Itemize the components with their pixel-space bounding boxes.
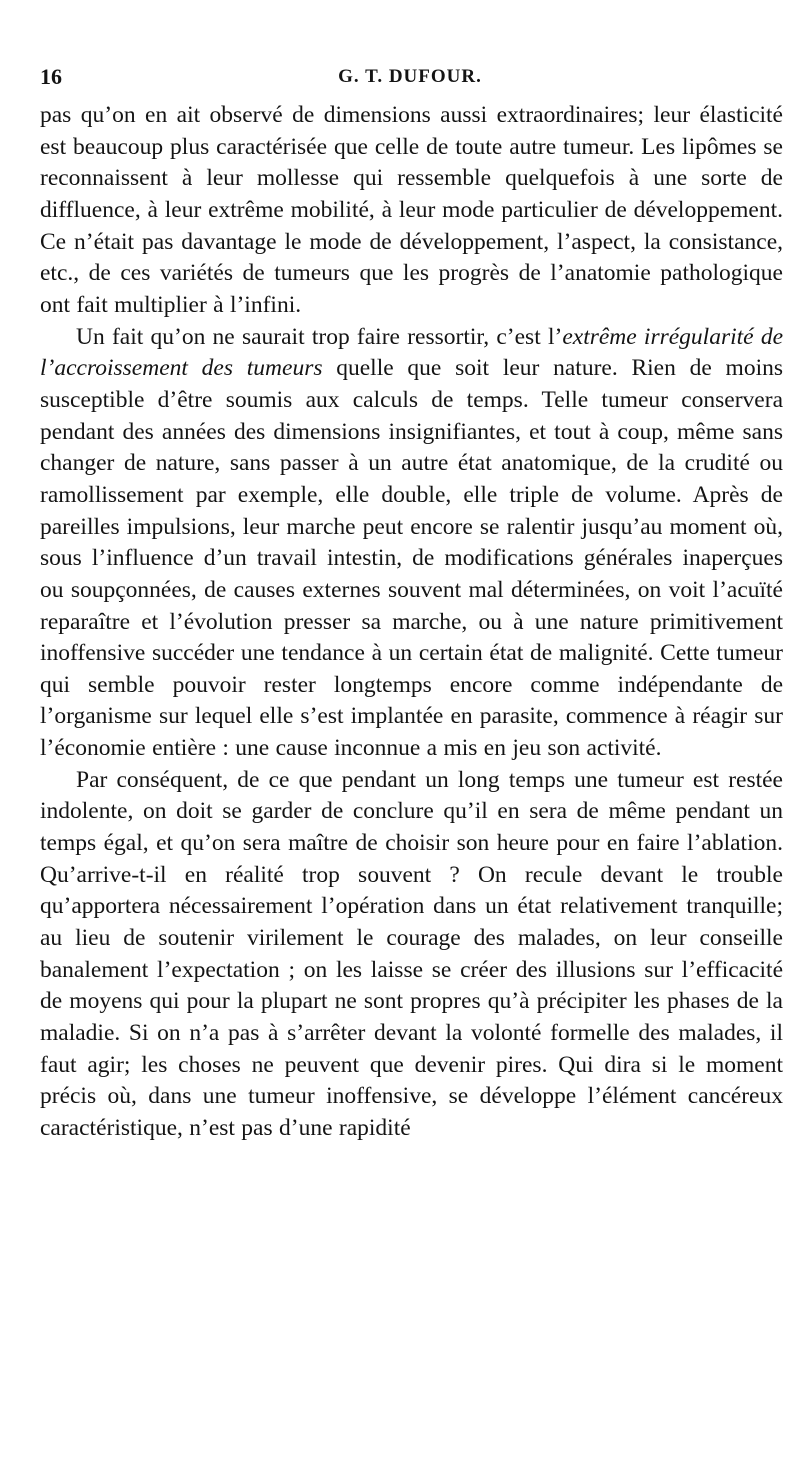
paragraph-2-text-end: quelle que soit leur nature. Rien de moins susceptible d’être soumis aux calculs de temps. Telle tumeur conservera pendant des années des dimensions insignifiantes, et tout à coup, même sans changer de nature, sans passer à un autre état anatomique, de la crudité ou ramollissement par exemple, elle double, elle triple de volume. Après de pareilles impulsions, leur marche peut encore se ralentir jusqu’au moment où, sous l’influence d’un travail intestin, de modifications générales inaperçues ou soupçonnées, de causes externes souvent mal déterminées, on voit l’acuïté reparaître et l’évolution presser sa marche, ou à une nature primitivement inoffensive succéder une tendance à un certain état de malignité. Cette tumeur qui semble pouvoir rester longtemps encore comme indépendante de l’organisme sur lequel elle s’est implantée en parasite, commence à réagir sur l’économie entière : une cause inconnue a mis en jeu son activité.	[40, 355, 783, 762]
page-number: 16	[40, 64, 62, 89]
paragraph-3-text: Par conséquent, de ce que pendant un long temps une tumeur est restée indolente, on doit se garder de conclure qu’il en sera de même pendant un temps égal, et qu’on sera maître de choisir son heure pour en faire l’ablation. Qu’arrive-t-il en réalité trop souvent ? On recule devant le trouble qu’apportera nécessairement l’opération dans un état relativement tranquille; au lieu de soutenir virilement le courage des malades, on leur conseille banalement l’expectation ; on les laisse se créer des illusions sur l’efficacité de moyens qui pour la plupart ne sont propres qu’à précipiter les phases de la maladie. Si on n’a pas à s’arrêter devant la volonté formelle des malades, il faut agir; les choses ne peuvent que devenir pires. Qui dira si le moment précis où, dans une tumeur inoffensive, se développe l’élément cancéreux caractéristique, n’est pas d’une rapidité	[40, 766, 783, 1141]
paragraph-2	[40, 322, 783, 765]
running-head: G. T. DUFOUR.	[338, 66, 482, 87]
paragraph-1	[40, 100, 783, 322]
paragraph-3	[40, 765, 783, 1145]
page-header	[40, 64, 780, 94]
paragraph-2-text-start: Un fait qu’on ne saurait trop faire ressortir, c’est l’	[76, 323, 563, 350]
paragraph-1-text: pas qu’on en ait observé de dimensions aussi extraordinaires; leur élasticité est beaucoup plus caractérisée que celle de toute autre tumeur. Les lipômes se reconnaissent à leur mollesse qui ressemble quelquefois à une sorte de diffluence, à leur extrême mobilité, à leur mode particulier de développement. Ce n’était pas davantage le mode de développement, l’aspect, la consistance, etc., de ces variétés de tumeurs que les progrès de l’anatomie pathologique ont fait multiplier à l’infini.	[40, 102, 783, 318]
body-text	[40, 100, 783, 1145]
paragraph-2-italic-phrase: extrême irrégularité de l’accroissement des tumeurs	[40, 323, 784, 382]
